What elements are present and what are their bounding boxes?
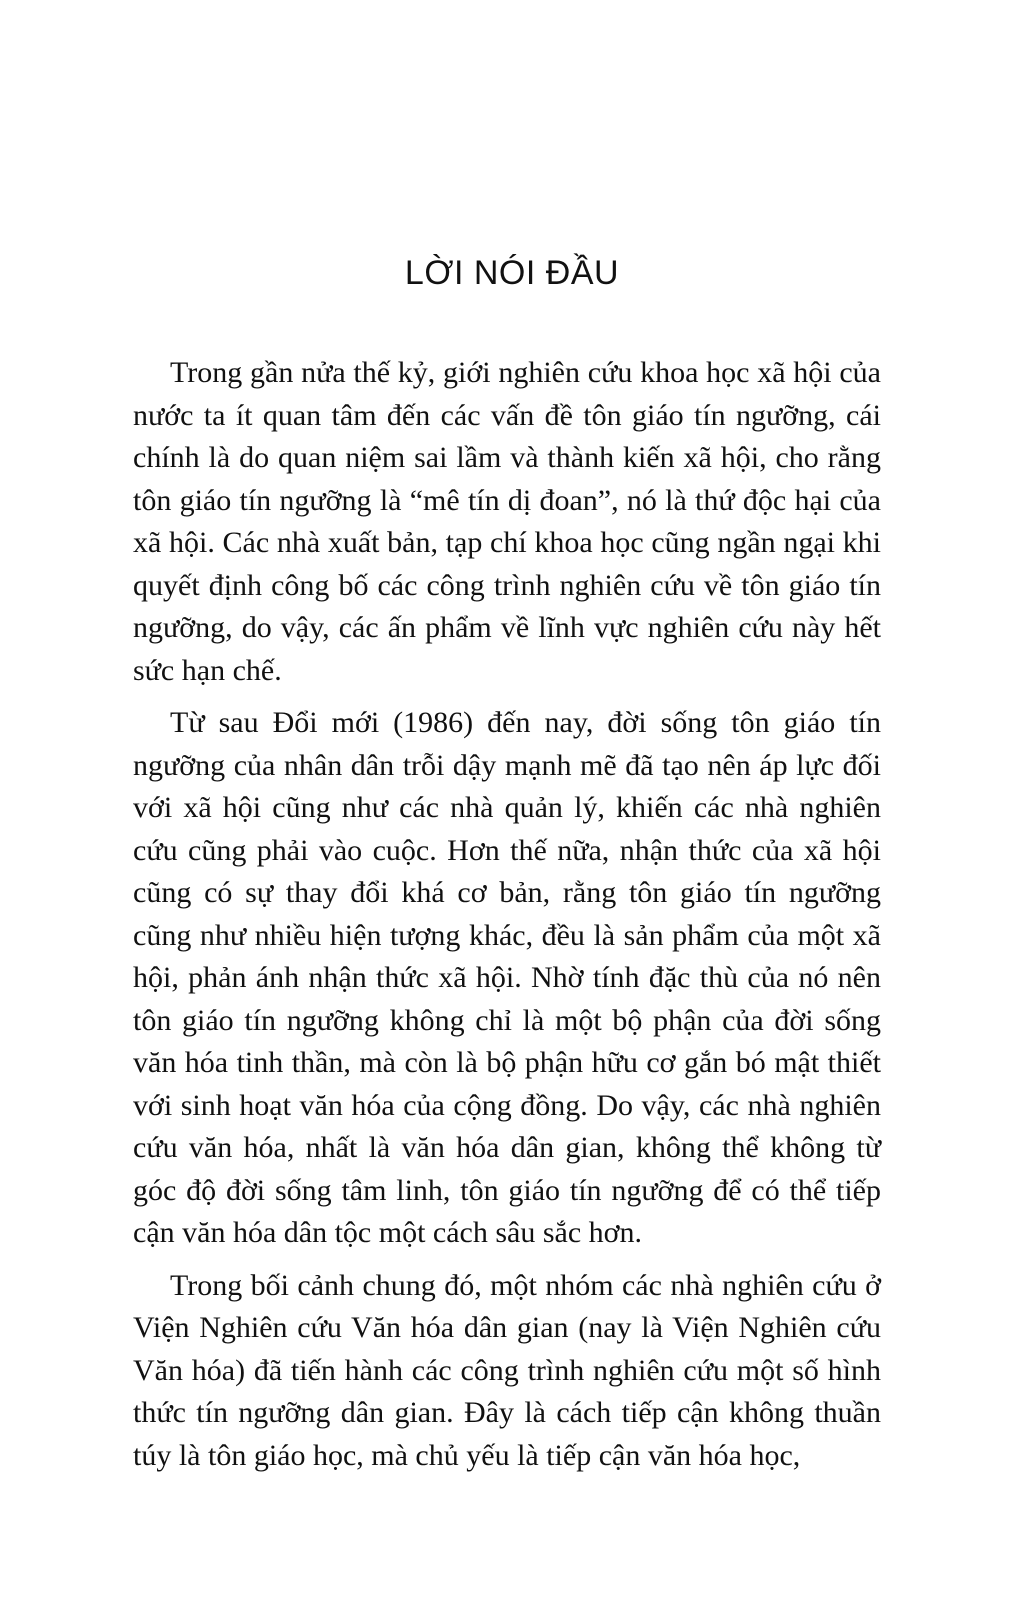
paragraph-2: Từ sau Đổi mới (1986) đến nay, đời sống tôn giáo tín ngưỡng của nhân dân trỗi dậy mạnh mẽ đã tạo nên áp lực đối với xã hội cũng như các nhà quản lý, khiến các nhà nghiên cứu cũng phải vào cuộc. Hơn thế nữa, nhận thức của xã hội cũng có sự thay đổi khá cơ bản, rằng tôn giáo tín ngưỡng cũng như nhiều hiện tượng khác, đều là sản phẩm của một xã hội, phản ánh nhận thức xã hội. Nhờ tính đặc thù của nó nên tôn giáo tín ngưỡng không chỉ là một bộ phận của đời sống văn hóa tinh thần, mà còn là bộ phận hữu cơ gắn bó mật thiết với sinh hoạt văn hóa của cộng đồng. Do vậy, các nhà nghiên cứu văn hóa, nhất là văn hóa dân gian, không thể không từ góc độ đời sống tâm linh, tôn giáo tín ngưỡng để có thể tiếp cận văn hóa dân tộc một cách sâu sắc hơn. [133, 706, 881, 1249]
paragraph-3: Trong bối cảnh chung đó, một nhóm các nhà nghiên cứu ở Viện Nghiên cứu Văn hóa dân gian (nay là Viện Nghiên cứu Văn hóa) đã tiến hành các công trình nghiên cứu một số hình thức tín ngưỡng dân gian. Đây là cách tiếp cận không thuần túy là tôn giáo học, mà chủ yếu là tiếp cận văn hóa học, [133, 1268, 881, 1472]
page-title: LỜI NÓI ĐẦU [404, 254, 620, 292]
paragraph-1: Trong gần nửa thế kỷ, giới nghiên cứu khoa học xã hội của nước ta ít quan tâm đến các vấn đề tôn giáo tín ngưỡng, cái chính là do quan niệm sai lầm và thành kiến xã hội, cho rằng tôn giáo tín ngưỡng là “mê tín dị đoan”, nó là thứ độc hại của xã hội. Các nhà xuất bản, tạp chí khoa học cũng ngần ngại khi quyết định công bố các công trình nghiên cứu về tôn giáo tín ngưỡng, do vậy, các ấn phẩm về lĩnh vực nghiên cứu này hết sức hạn chế. [133, 356, 881, 687]
body-text [133, 352, 881, 1487]
